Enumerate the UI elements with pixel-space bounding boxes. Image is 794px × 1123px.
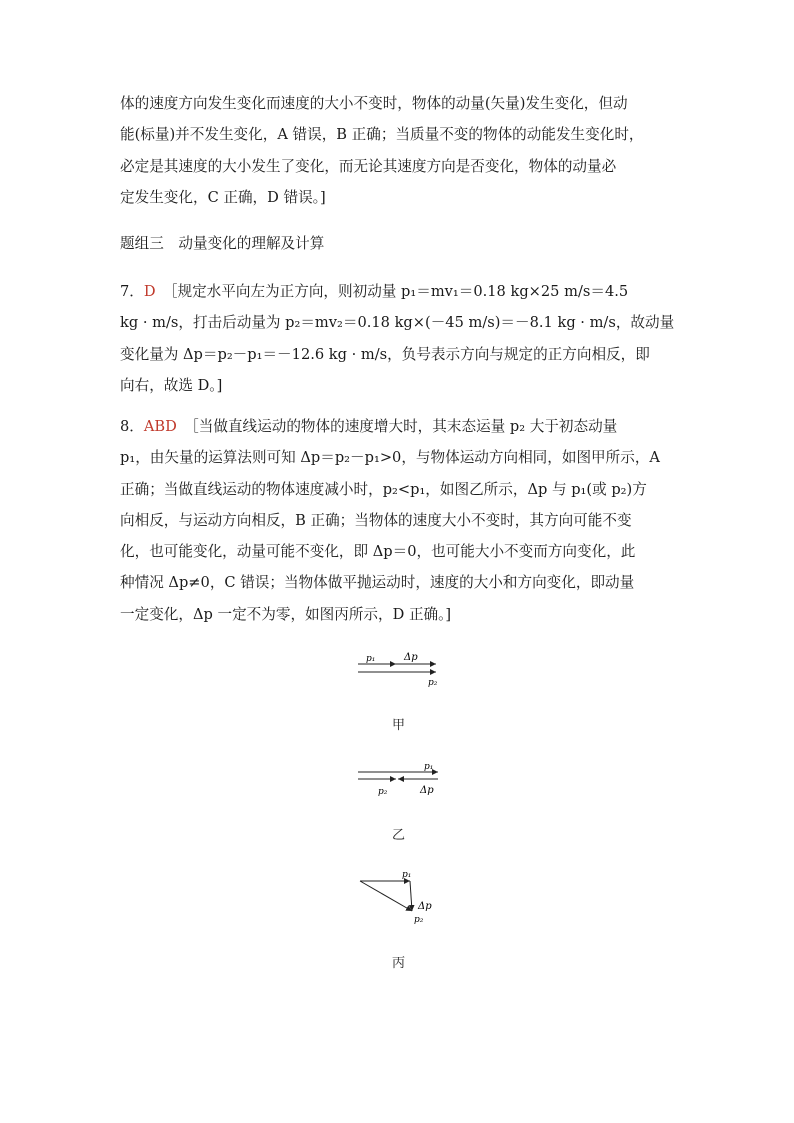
text-line: 向相反，与运动方向相反，B 正确；当物体的速度大小不变时，其方向可能不变 [120, 511, 632, 529]
text-line: kg · m/s，打击后动量为 p₂＝mv₂＝0.18 kg×(－45 m/s)＝－8.1 kg · m/s，故动量 [120, 314, 675, 332]
answer-label: D [143, 283, 156, 300]
text-line: 化，也可能变化，动量可能不变化，即 Δp＝0，也可能大小不变而方向变化，此 [120, 543, 636, 561]
p1-label: p₁ [402, 870, 412, 880]
delta-p-label: Δp [418, 901, 432, 912]
p2-vector-arrow [360, 881, 412, 911]
p1-label: p₁ [424, 762, 434, 772]
text-line: 定发生变化，C 正确，D 错误。] [120, 188, 326, 206]
figure-bing-vector-diagram [340, 865, 460, 930]
section-heading: 题组三 动量变化的理解及计算 [120, 235, 325, 252]
text-line: 变化量为 Δp＝p₂－p₁＝－12.6 kg · m/s，负号表示方向与规定的正方向相反，即 [120, 345, 650, 363]
question-number: 8． [120, 418, 144, 435]
text-line: 体的速度方向发生变化而速度的大小不变时，物体的动量(矢量)发生变化，但动 [120, 95, 628, 112]
figure-yi-vector-diagram [340, 758, 460, 803]
figure-jia-vector-diagram [340, 650, 460, 695]
text-line: 能(标量)并不发生变化，A 错误，B 正确；当质量不变的物体的动能发生变化时， [120, 126, 644, 144]
delta-p-vector-arrow [410, 881, 412, 911]
question-7-solution [120, 276, 686, 401]
p1-label: p₁ [366, 654, 376, 664]
p2-label: p₂ [428, 678, 438, 688]
figure-caption-jia: 甲 [392, 718, 406, 733]
question-number: 7． [120, 283, 144, 300]
answer-label: ABD [143, 418, 177, 435]
delta-p-label: Δp [420, 785, 434, 796]
text-line: 向右，故选 D。] [120, 376, 223, 394]
text-segment: ［规定水平向左为正方向，则初动量 p₁＝mv₁＝0.18 kg×25 m/s＝4.5 [162, 283, 629, 300]
p2-label: p₂ [414, 915, 424, 925]
text-line: 一定变化，Δp 一定不为零，如图丙所示，D 正确。] [120, 605, 452, 623]
solution-paragraph-continued [120, 88, 686, 213]
text-line [120, 276, 686, 307]
text-segment: ［当做直线运动的物体的速度增大时，其末态运量 p₂ 大于初态动量 [184, 418, 618, 435]
figure-caption-yi: 乙 [392, 828, 406, 843]
text-line: p₁，由矢量的运算法则可知 Δp＝p₂－p₁>0，与物体运动方向相同，如图甲所示，A [120, 449, 660, 467]
delta-p-label: Δp [404, 652, 418, 663]
question-8-solution [120, 411, 686, 630]
text-line [120, 411, 686, 442]
text-line: 正确；当做直线运动的物体速度减小时，p₂<p₁，如图乙所示，Δp 与 p₁(或 p₂)方 [120, 480, 647, 498]
figure-caption-bing: 丙 [392, 956, 406, 971]
text-line: 种情况 Δp≠0，C 错误；当物体做平抛运动时，速度的大小和方向变化，即动量 [120, 574, 635, 592]
text-line: 必定是其速度的大小发生了变化，而无论其速度方向是否变化，物体的动量必 [120, 157, 617, 175]
p2-label: p₂ [378, 787, 388, 797]
